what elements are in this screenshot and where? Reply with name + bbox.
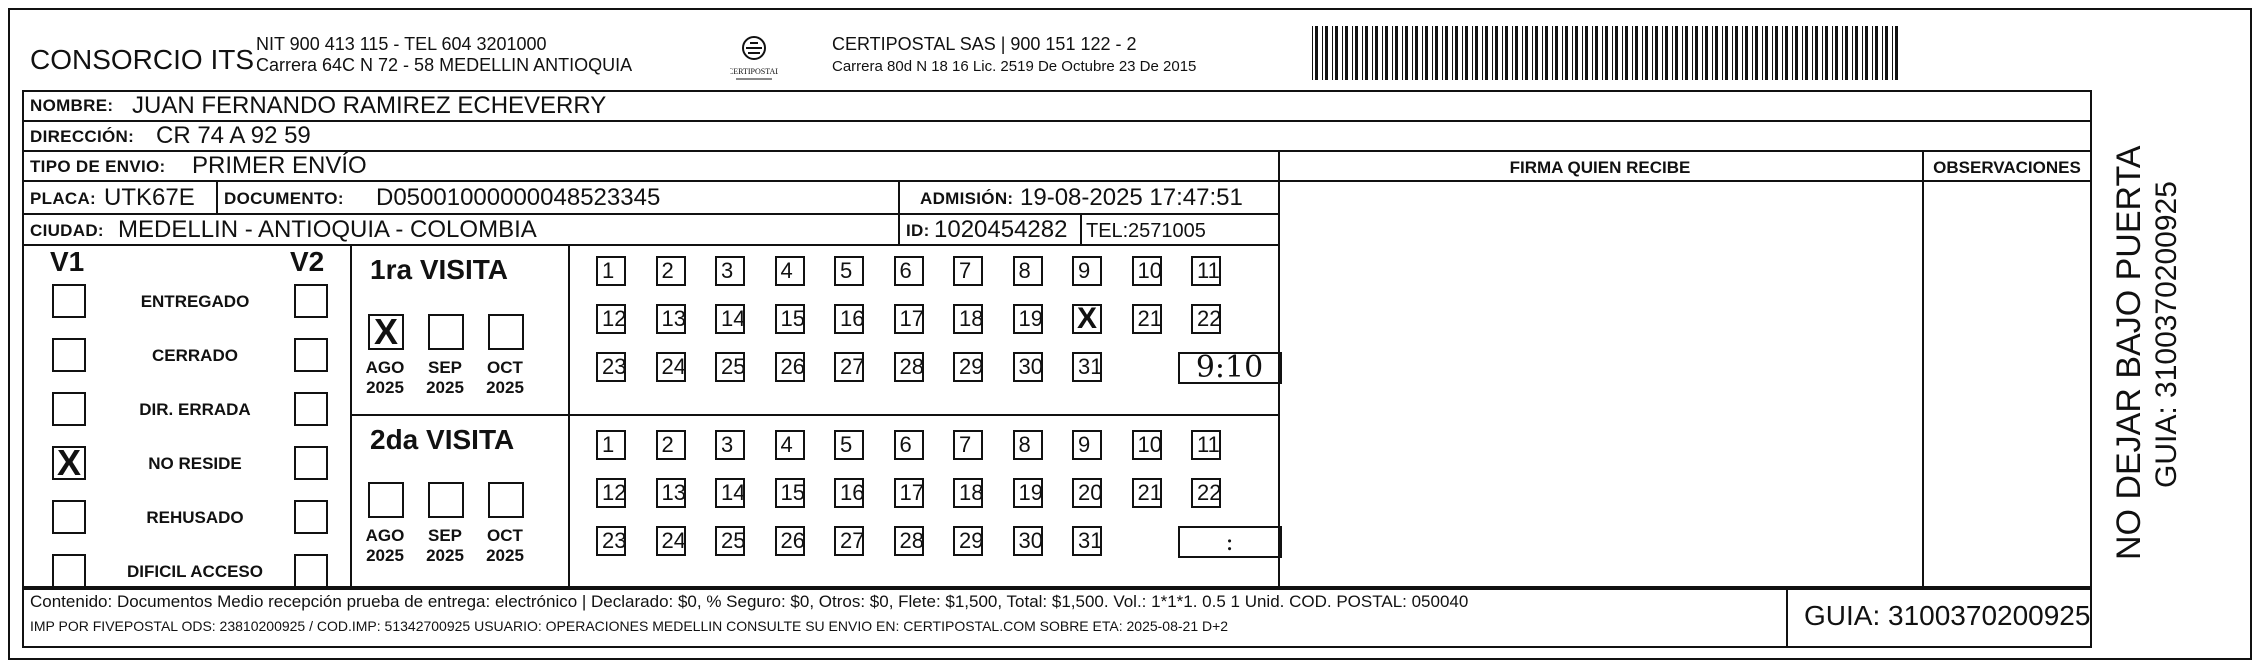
day-box[interactable]: 25 — [715, 526, 745, 556]
barcode-bar — [1572, 26, 1573, 80]
barcode-bar — [1612, 26, 1613, 80]
barcode-bar — [1345, 26, 1348, 80]
time-field[interactable]: : — [1178, 526, 1282, 558]
barcode-bar — [1842, 26, 1843, 80]
day-box[interactable]: 5 — [834, 256, 864, 286]
barcode-bar — [1395, 26, 1398, 80]
barcode-bar — [1665, 26, 1668, 80]
day-box[interactable]: 30 — [1013, 352, 1043, 382]
v2-checkbox[interactable] — [294, 500, 328, 534]
barcode-bar — [1452, 26, 1453, 80]
barcode-bar — [1522, 26, 1523, 80]
barcode-bar — [1655, 26, 1658, 80]
month-label: SEP — [427, 358, 463, 377]
barcode-bar — [1792, 26, 1793, 80]
status-label: REHUSADO — [146, 508, 244, 527]
barcode-bar — [1735, 26, 1738, 80]
month-checkbox[interactable] — [488, 482, 524, 518]
barcode-bar — [1615, 26, 1618, 80]
barcode-bar — [1332, 26, 1333, 80]
barcode-bar — [1322, 26, 1323, 80]
v1-checkbox[interactable] — [52, 392, 86, 426]
day-box[interactable]: 3 — [715, 256, 745, 286]
barcode-bar — [1725, 26, 1728, 80]
v2-checkbox[interactable] — [294, 338, 328, 372]
barcode-bar — [1765, 26, 1768, 80]
day-box[interactable]: 29 — [953, 352, 983, 382]
day-box[interactable]: 25 — [715, 352, 745, 382]
barcode-bar — [1445, 26, 1448, 80]
barcode-bar — [1582, 26, 1583, 80]
barcode-bar — [1485, 26, 1488, 80]
day-box[interactable]: 14 — [715, 478, 745, 508]
barcode-bar — [1372, 26, 1373, 80]
svg-text:CERTIPOSTAL: CERTIPOSTAL — [730, 67, 778, 76]
day-box[interactable]: 31 — [1072, 352, 1102, 382]
barcode-bar — [1415, 26, 1418, 80]
barcode-bar — [1745, 26, 1748, 80]
barcode-bar — [1832, 26, 1833, 80]
barcode-bar — [1752, 26, 1753, 80]
day-box[interactable]: 1 — [596, 256, 626, 286]
day-box[interactable]: 18 — [953, 478, 983, 508]
barcode-bar — [1535, 26, 1538, 80]
ciudad-value: MEDELLIN - ANTIOQUIA - COLOMBIA — [118, 216, 537, 243]
month-label: OCT — [487, 358, 523, 377]
barcode-bar — [1895, 26, 1898, 80]
barcode-bar — [1785, 26, 1788, 80]
month-label: AGO — [365, 526, 405, 545]
barcode-bar — [1675, 26, 1678, 80]
barcode-bar — [1455, 26, 1458, 80]
day-box[interactable]: 5 — [834, 430, 864, 460]
day-box[interactable]: 2 — [656, 256, 686, 286]
barcode-bar — [1592, 26, 1593, 80]
day-box[interactable]: 2 — [656, 430, 686, 460]
tel-value: 2571005 — [1128, 220, 1206, 242]
footer-block — [22, 588, 2092, 648]
v1-checkbox[interactable] — [52, 284, 86, 318]
barcode-bar — [1695, 26, 1698, 80]
barcode-bar — [1855, 26, 1858, 80]
day-box[interactable]: 21 — [1132, 304, 1162, 334]
status-label: NO RESIDE — [148, 454, 242, 473]
barcode-bar — [1505, 26, 1508, 80]
barcode-bar — [1872, 26, 1873, 80]
tipo-envio-value: PRIMER ENVÍO — [192, 152, 367, 179]
month-year: 2025 — [486, 546, 524, 565]
month-label: AGO — [365, 358, 405, 377]
day-box[interactable]: 4 — [775, 430, 805, 460]
day-box[interactable]: 16 — [834, 304, 864, 334]
barcode-bar — [1722, 26, 1723, 80]
day-box[interactable]: 26 — [775, 352, 805, 382]
documento-value: D05001000000048523345 — [376, 184, 661, 211]
barcode-bar — [1605, 26, 1608, 80]
barcode-bar — [1475, 26, 1478, 80]
v2-checkbox[interactable] — [294, 284, 328, 318]
day-box[interactable]: 24 — [656, 352, 686, 382]
day-box[interactable]: 6 — [894, 430, 924, 460]
barcode-bar — [1702, 26, 1703, 80]
barcode-bar — [1512, 26, 1513, 80]
tel-label: TEL: — [1086, 220, 1129, 242]
month-year: 2025 — [486, 378, 524, 397]
side-instruction: NO DEJAR BAJO PUERTA — [2110, 145, 2148, 560]
day-box[interactable]: 9 — [1072, 430, 1102, 460]
id-label: ID: — [906, 221, 930, 240]
barcode-bar — [1325, 26, 1328, 80]
day-box[interactable]: 14 — [715, 304, 745, 334]
barcode-bar — [1362, 26, 1363, 80]
barcode — [1312, 26, 1908, 80]
barcode-bar — [1715, 26, 1718, 80]
month-year: 2025 — [366, 378, 404, 397]
barcode-bar — [1442, 26, 1443, 80]
barcode-bar — [1682, 26, 1683, 80]
direccion-value: CR 74 A 92 59 — [156, 122, 311, 149]
barcode-bar — [1355, 26, 1358, 80]
day-box[interactable]: 17 — [894, 478, 924, 508]
visit2-title: 2da VISITA — [370, 424, 515, 455]
barcode-bar — [1422, 26, 1423, 80]
v1-header: V1 — [50, 246, 85, 277]
barcode-bar — [1335, 26, 1338, 80]
barcode-bar — [1835, 26, 1838, 80]
barcode-bar — [1432, 26, 1433, 80]
day-box[interactable]: 29 — [953, 526, 983, 556]
barcode-bar — [1375, 26, 1378, 80]
month-label: OCT — [487, 526, 523, 545]
status-label: DIR. ERRADA — [139, 400, 251, 419]
carrier-address: Carrera 80d N 18 16 Lic. 2519 De Octubre 23 De 2015 — [832, 58, 1197, 75]
barcode-bar — [1545, 26, 1548, 80]
day-box[interactable]: 8 — [1013, 430, 1043, 460]
placa-value: UTK67E — [104, 184, 195, 211]
barcode-bar — [1342, 26, 1343, 80]
barcode-bar — [1555, 26, 1558, 80]
barcode-bar — [1805, 26, 1808, 80]
barcode-bar — [1585, 26, 1588, 80]
month-checkbox[interactable] — [428, 482, 464, 518]
barcode-bar — [1865, 26, 1868, 80]
barcode-bar — [1562, 26, 1563, 80]
barcode-bar — [1705, 26, 1708, 80]
month-checkbox[interactable] — [368, 482, 404, 518]
month-checkbox[interactable]: X — [368, 314, 404, 350]
day-box[interactable]: 27 — [834, 352, 864, 382]
day-box[interactable]: 18 — [953, 304, 983, 334]
barcode-bar — [1472, 26, 1473, 80]
v1-checkbox[interactable] — [52, 554, 86, 588]
barcode-bar — [1595, 26, 1598, 80]
barcode-bar — [1662, 26, 1663, 80]
footer-guia: GUIA: 3100370200925 — [1804, 600, 2091, 631]
barcode-bar — [1365, 26, 1368, 80]
barcode-bar — [1482, 26, 1483, 80]
footer-imp: IMP POR FIVEPOSTAL ODS: 23810200925 / COD.IMP: 51342700925 USUARIO: OPERACIONES MEDELLIN CONSULTE SU ENVIO EN: CERTIPOSTAL.COM SOBRE ETA: 2025-08-21 D+2 — [30, 618, 1229, 634]
barcode-bar — [1802, 26, 1803, 80]
v2-checkbox[interactable] — [294, 392, 328, 426]
day-box[interactable]: 10 — [1132, 256, 1162, 286]
v2-header: V2 — [290, 246, 325, 277]
barcode-bar — [1352, 26, 1353, 80]
barcode-bar — [1532, 26, 1533, 80]
tipo-envio-label: TIPO DE ENVIO: — [30, 157, 166, 176]
barcode-bar — [1852, 26, 1853, 80]
certipostal-logo — [730, 34, 778, 84]
direccion-label: DIRECCIÓN: — [30, 127, 135, 146]
v2-checkbox[interactable] — [294, 554, 328, 588]
month-checkbox[interactable] — [488, 314, 524, 350]
day-box[interactable]: 21 — [1132, 478, 1162, 508]
time-field[interactable]: 9:10 — [1178, 352, 1282, 384]
day-box[interactable]: 20 — [1072, 478, 1102, 508]
barcode-bar — [1825, 26, 1828, 80]
day-box[interactable]: X — [1072, 304, 1102, 334]
barcode-bar — [1732, 26, 1733, 80]
day-box[interactable]: 12 — [596, 304, 626, 334]
barcode-bar — [1822, 26, 1823, 80]
day-box[interactable]: 7 — [953, 256, 983, 286]
nombre-label: NOMBRE: — [30, 96, 114, 115]
barcode-bar — [1435, 26, 1438, 80]
barcode-bar — [1575, 26, 1578, 80]
day-box[interactable]: 3 — [715, 430, 745, 460]
day-box[interactable]: 12 — [596, 478, 626, 508]
day-box[interactable]: 19 — [1013, 478, 1043, 508]
side-guia: GUIA: 3100370200925 — [2150, 181, 2183, 488]
company-name: CONSORCIO ITS — [30, 44, 255, 75]
visit1-title: 1ra VISITA — [370, 254, 508, 285]
barcode-bar — [1712, 26, 1713, 80]
barcode-bar — [1565, 26, 1568, 80]
status-label: CERRADO — [152, 346, 238, 365]
day-box[interactable]: 4 — [775, 256, 805, 286]
day-box[interactable]: 6 — [894, 256, 924, 286]
barcode-bar — [1685, 26, 1688, 80]
day-box[interactable]: 13 — [656, 478, 686, 508]
status-label: ENTREGADO — [140, 292, 250, 311]
status-label: DIFICIL ACCESO — [126, 562, 263, 581]
barcode-bar — [1625, 26, 1628, 80]
barcode-bar — [1652, 26, 1653, 80]
barcode-bar — [1892, 26, 1893, 80]
barcode-bar — [1412, 26, 1413, 80]
barcode-bar — [1402, 26, 1403, 80]
barcode-bar — [1465, 26, 1468, 80]
documento-label: DOCUMENTO: — [224, 189, 344, 208]
month-checkbox[interactable] — [428, 314, 464, 350]
barcode-bar — [1385, 26, 1388, 80]
day-box[interactable]: 23 — [596, 526, 626, 556]
day-box[interactable]: 11 — [1191, 430, 1221, 460]
day-box[interactable]: 15 — [775, 304, 805, 334]
day-box[interactable]: 16 — [834, 478, 864, 508]
day-box[interactable]: 28 — [894, 352, 924, 382]
barcode-bar — [1525, 26, 1528, 80]
barcode-bar — [1462, 26, 1463, 80]
barcode-bar — [1622, 26, 1623, 80]
barcode-bar — [1632, 26, 1633, 80]
day-box[interactable]: 28 — [894, 526, 924, 556]
barcode-bar — [1425, 26, 1428, 80]
barcode-bar — [1762, 26, 1763, 80]
barcode-bar — [1815, 26, 1818, 80]
barcode-bar — [1405, 26, 1408, 80]
month-year: 2025 — [366, 546, 404, 565]
day-box[interactable]: 19 — [1013, 304, 1043, 334]
barcode-bar — [1672, 26, 1673, 80]
company-nit: NIT 900 413 115 - TEL 604 3201000 — [256, 34, 547, 54]
barcode-bar — [1875, 26, 1878, 80]
v1-checkbox[interactable]: X — [52, 446, 86, 480]
barcode-bar — [1882, 26, 1883, 80]
barcode-bar — [1645, 26, 1648, 80]
month-label: SEP — [427, 526, 463, 545]
day-box[interactable]: 13 — [656, 304, 686, 334]
nombre-value: JUAN FERNANDO RAMIREZ ECHEVERRY — [132, 92, 607, 119]
barcode-bar — [1315, 26, 1318, 80]
placa-label: PLACA: — [30, 189, 97, 208]
ciudad-label: CIUDAD: — [30, 221, 104, 240]
barcode-bar — [1755, 26, 1758, 80]
barcode-bar — [1312, 26, 1313, 80]
barcode-bar — [1692, 26, 1693, 80]
barcode-bar — [1515, 26, 1518, 80]
barcode-bar — [1862, 26, 1863, 80]
footer-contents: Contenido: Documentos Medio recepción prueba de entrega: electrónico | Declarado: $0, % Seguro: $0, Otros: $0, Flete: $1,500, Total: $1,500. Vol.: 1*1*1. 0.5 1 Unid. COD. POSTAL: 050040 — [30, 592, 1469, 611]
admision-label: ADMISIÓN: — [920, 189, 1014, 208]
observaciones-header: OBSERVACIONES — [1933, 158, 2081, 177]
barcode-bar — [1492, 26, 1493, 80]
id-value: 1020454282 — [934, 216, 1068, 243]
day-box[interactable]: 22 — [1191, 478, 1221, 508]
v1-checkbox[interactable] — [52, 500, 86, 534]
barcode-bar — [1382, 26, 1383, 80]
barcode-bar — [1742, 26, 1743, 80]
company-address: Carrera 64C N 72 - 58 MEDELLIN ANTIOQUIA — [256, 55, 633, 75]
v1-checkbox[interactable] — [52, 338, 86, 372]
day-box[interactable]: 15 — [775, 478, 805, 508]
admision-value: 19-08-2025 17:47:51 — [1020, 184, 1243, 211]
barcode-bar — [1772, 26, 1773, 80]
month-year: 2025 — [426, 378, 464, 397]
day-box[interactable]: 17 — [894, 304, 924, 334]
barcode-bar — [1392, 26, 1393, 80]
day-box[interactable]: 10 — [1132, 430, 1162, 460]
barcode-bar — [1775, 26, 1778, 80]
day-box[interactable]: 1 — [596, 430, 626, 460]
day-box[interactable]: 8 — [1013, 256, 1043, 286]
day-box[interactable]: 27 — [834, 526, 864, 556]
barcode-bar — [1602, 26, 1603, 80]
carrier-nit: CERTIPOSTAL SAS | 900 151 122 - 2 — [832, 34, 1137, 54]
barcode-bar — [1502, 26, 1503, 80]
day-box[interactable]: 9 — [1072, 256, 1102, 286]
barcode-bar — [1845, 26, 1848, 80]
day-box[interactable]: 30 — [1013, 526, 1043, 556]
firma-header: FIRMA QUIEN RECIBE — [1509, 158, 1691, 177]
barcode-bar — [1782, 26, 1783, 80]
day-box[interactable]: 31 — [1072, 526, 1102, 556]
day-box[interactable]: 24 — [656, 526, 686, 556]
barcode-bar — [1542, 26, 1543, 80]
barcode-bar — [1635, 26, 1638, 80]
month-year: 2025 — [426, 546, 464, 565]
barcode-bar — [1885, 26, 1888, 80]
v2-checkbox[interactable] — [294, 446, 328, 480]
day-box[interactable]: 7 — [953, 430, 983, 460]
day-box[interactable]: 22 — [1191, 304, 1221, 334]
barcode-bar — [1495, 26, 1498, 80]
barcode-bar — [1812, 26, 1813, 80]
day-box[interactable]: 23 — [596, 352, 626, 382]
barcode-bar — [1795, 26, 1798, 80]
day-box[interactable]: 26 — [775, 526, 805, 556]
day-box[interactable]: 11 — [1191, 256, 1221, 286]
barcode-bar — [1552, 26, 1553, 80]
barcode-bar — [1642, 26, 1643, 80]
